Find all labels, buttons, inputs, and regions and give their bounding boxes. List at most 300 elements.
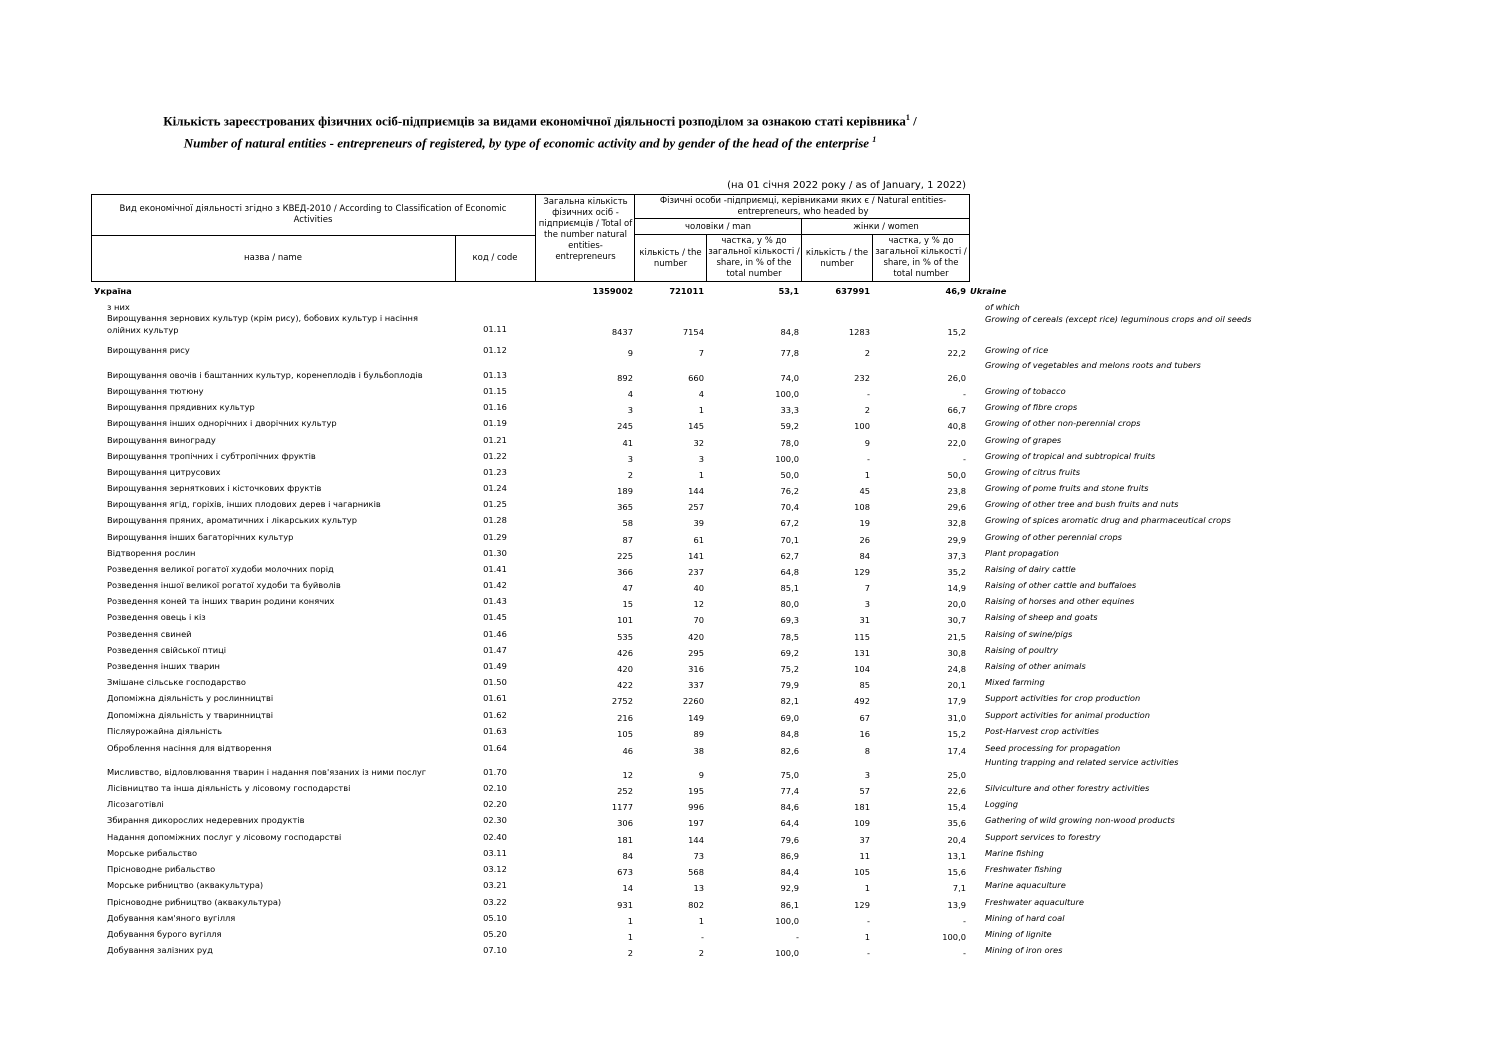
row-wp: 25,0 <box>947 770 966 780</box>
row-code: 01.62 <box>483 710 507 720</box>
row-code: 01.13 <box>483 370 507 380</box>
row-total: 47 <box>622 583 633 593</box>
row-mp: 77,4 <box>780 786 799 796</box>
row-m: 89 <box>693 729 704 739</box>
row-wp: 20,1 <box>947 680 966 690</box>
row-name-uk: Вирощування зерняткових і кісточкових фруктів <box>107 483 322 493</box>
row-mp: 84,6 <box>780 802 799 812</box>
row-code: 02.20 <box>483 799 507 809</box>
row-name-uk: Розведення свиней <box>107 629 192 639</box>
row-w: 26 <box>859 535 870 545</box>
row-m: 3 <box>698 454 704 464</box>
row-mp: 69,3 <box>780 615 799 625</box>
row-mp: 100,0 <box>775 389 799 399</box>
row-name-en: Growing of tobacco <box>985 386 1066 396</box>
row-wp: 15,4 <box>947 802 966 812</box>
row-name-uk: Допоміжна діяльність у рослинництві <box>107 693 274 703</box>
row-w: 3 <box>864 599 870 609</box>
row-name-uk: Прісноводне рибальство <box>107 864 216 874</box>
row-name-en: Growing of other tree and bush fruits and nuts <box>985 499 1179 509</box>
row-wp: 20,4 <box>947 835 966 845</box>
row-mp: 85,1 <box>780 583 799 593</box>
row-code: 01.43 <box>483 596 507 606</box>
row-m: 61 <box>693 535 704 545</box>
row-total: 105 <box>617 729 633 739</box>
row-wp: 21,5 <box>947 632 966 642</box>
row-code: 01.70 <box>483 767 507 777</box>
row-total: 15 <box>622 599 633 609</box>
row-w: 129 <box>854 567 870 577</box>
row-wp: 14,9 <box>947 583 966 593</box>
row-w: - <box>867 454 870 464</box>
row-total: 12 <box>622 770 633 780</box>
row-code: 05.20 <box>483 929 507 939</box>
row-w: 16 <box>859 729 870 739</box>
row-total: 306 <box>617 818 633 828</box>
row-name-uk: Післяурожайна діяльність <box>107 726 222 736</box>
row-name-en: Growing of cereals (except rice) leguminous crops and oil seeds <box>985 314 1252 324</box>
row-m: 39 <box>693 518 704 528</box>
row-total: 14 <box>622 883 633 893</box>
row-code: 02.40 <box>483 832 507 842</box>
row-name-uk: Лісівництво та інша діяльність у лісовому господарстві <box>107 783 351 793</box>
row-code: 01.61 <box>483 693 507 703</box>
row-m: 1 <box>698 470 704 480</box>
row-name-uk: Вирощування ягід, горіхів, інших плодових дерев і чагарників <box>107 499 381 509</box>
row-mp: 69,0 <box>780 713 799 723</box>
row-w: 2 <box>864 348 870 358</box>
row-name-uk: Розведення овець і кіз <box>107 612 206 622</box>
row-w: 57 <box>859 786 870 796</box>
row-m: 2260 <box>682 696 704 706</box>
row-total: 3 <box>627 454 633 464</box>
row-w: 104 <box>854 664 870 674</box>
row-w: 31 <box>859 615 870 625</box>
row-w: 8 <box>864 746 870 756</box>
row-wp: 22,2 <box>947 348 966 358</box>
row-name-en: Growing of vegetables and melons roots and tubers <box>985 360 1201 370</box>
row-total: 189 <box>617 486 633 496</box>
row-mp: 75,2 <box>780 664 799 674</box>
row-wp: 15,2 <box>947 327 966 337</box>
row-mp: 84,8 <box>780 327 799 337</box>
header-divider <box>535 194 536 282</box>
row-m: 40 <box>693 583 704 593</box>
row-code: 01.15 <box>483 386 507 396</box>
row-mp: 59,2 <box>780 421 799 431</box>
row-wp: - <box>963 454 966 464</box>
row-w: - <box>867 948 870 958</box>
row-wp: 50,0 <box>947 470 966 480</box>
as-of-date: (на 01 січня 2022 року / as of January, 1 2022) <box>727 180 966 191</box>
row-total: 8437 <box>611 327 633 337</box>
row-code: 01.49 <box>483 661 507 671</box>
row-wp: - <box>963 948 966 958</box>
row-name-uk: Вирощування винограду <box>107 435 216 445</box>
row-name-en: Growing of tropical and subtropical fruits <box>985 451 1156 461</box>
row-m: 9 <box>698 770 704 780</box>
row-code: 01.45 <box>483 612 507 622</box>
row-code: 03.12 <box>483 864 507 874</box>
row-m: 32 <box>693 438 704 448</box>
row-mp: 53,1 <box>778 286 799 296</box>
row-wp: 17,9 <box>947 696 966 706</box>
row-name-uk: Оброблення насіння для відтворення <box>107 743 272 753</box>
row-name-en: Raising of swine/pigs <box>985 629 1073 639</box>
row-name-en: Raising of other cattle and buffaloes <box>985 580 1137 590</box>
row-mp: 77,8 <box>780 348 799 358</box>
row-mp: 86,9 <box>780 851 799 861</box>
row-w: 100 <box>854 421 870 431</box>
row-code: 01.19 <box>483 418 507 428</box>
row-mp: 100,0 <box>775 916 799 926</box>
row-w: 19 <box>859 518 870 528</box>
row-w: 492 <box>854 696 870 706</box>
row-mp: 79,9 <box>780 680 799 690</box>
row-m: 1 <box>698 916 704 926</box>
row-w: 108 <box>854 502 870 512</box>
row-name-uk: Змішане сільське господарство <box>107 677 246 687</box>
row-wp: 100,0 <box>942 932 966 942</box>
row-name-en: Support services to forestry <box>985 832 1101 842</box>
row-total: 87 <box>622 535 633 545</box>
row-name-uk: Розведення інших тварин <box>107 661 220 671</box>
row-total: 673 <box>617 867 633 877</box>
row-name-en: Mining of lignite <box>985 929 1052 939</box>
row-w: 84 <box>859 551 870 561</box>
header-activity: Вид економічної діяльності згідно з КВЕД-2010 / According to Classification of Economic Activities <box>119 204 507 225</box>
row-w: 11 <box>859 851 870 861</box>
row-total: 931 <box>617 900 633 910</box>
row-name-uk: Збирання дикорослих недеревних продуктів <box>107 815 305 825</box>
row-w: 115 <box>854 632 870 642</box>
row-mp: 76,2 <box>780 486 799 496</box>
row-total: 58 <box>622 518 633 528</box>
row-w: 7 <box>864 583 870 593</box>
row-total: 1177 <box>611 802 633 812</box>
row-name-uk: Морське рибництво (аквакультура) <box>107 880 264 890</box>
row-total: 1 <box>627 916 633 926</box>
title-en <box>0 135 1060 151</box>
row-name-en: Plant propagation <box>985 548 1059 558</box>
row-total: 426 <box>617 648 633 658</box>
row-code: 01.25 <box>483 499 507 509</box>
title-uk-suffix: / <box>909 113 917 129</box>
row-name-en: Mining of hard coal <box>985 913 1065 923</box>
row-w: 109 <box>854 818 870 828</box>
row-code: 01.28 <box>483 515 507 525</box>
row-w: 1283 <box>848 327 870 337</box>
row-m: 141 <box>688 551 704 561</box>
row-name-uk: Розведення великої рогатої худоби молочних порід <box>107 564 334 574</box>
row-code: 01.21 <box>483 435 507 445</box>
row-wp: 30,8 <box>947 648 966 658</box>
row-mp: 70,1 <box>780 535 799 545</box>
row-total: 366 <box>617 567 633 577</box>
row-total: 181 <box>617 835 633 845</box>
row-total: 420 <box>617 664 633 674</box>
row-name-en: Freshwater aquaculture <box>985 897 1084 907</box>
row-code: 05.10 <box>483 913 507 923</box>
header-code: код / code <box>472 253 518 263</box>
row-code: 07.10 <box>483 945 507 955</box>
header-divider <box>634 218 970 219</box>
row-wp: 24,8 <box>947 664 966 674</box>
row-wp: 26,0 <box>947 373 966 383</box>
row-m: 70 <box>693 615 704 625</box>
row-name-en: Marine fishing <box>985 848 1044 858</box>
row-total: 2 <box>627 948 633 958</box>
row-w: - <box>867 916 870 926</box>
row-name-en: Silviculture and other forestry activities <box>985 783 1150 793</box>
row-total: 245 <box>617 421 633 431</box>
row-name-uk: Добування кам'яного вугілля <box>107 913 236 923</box>
header-men-share: частка, у % до загальної кількості / share, in % of the total number <box>708 236 800 279</box>
row-name-uk: Надання допоміжних послуг у лісовому господарстві <box>107 832 342 842</box>
row-name-uk: Вирощування інших однорічних і дворічних культур <box>107 418 337 428</box>
row-total: 892 <box>617 373 633 383</box>
row-mp: 82,6 <box>780 746 799 756</box>
row-name-en: Marine aquaculture <box>985 880 1066 890</box>
row-mp: 86,1 <box>780 900 799 910</box>
row-name-en: Mining of iron ores <box>985 945 1063 955</box>
row-mp: 78,0 <box>780 438 799 448</box>
row-m: 144 <box>688 835 704 845</box>
header-name: назва / name <box>244 253 302 263</box>
row-name-en: Growing of grapes <box>985 435 1062 445</box>
header-women-count: кількість / the number <box>805 248 869 269</box>
row-total: 1 <box>627 932 633 942</box>
row-name-uk: Добування залізних руд <box>107 945 213 955</box>
row-name-en: Growing of pome fruits and stone fruits <box>985 483 1149 493</box>
row-w: 2 <box>864 405 870 415</box>
row-total: 252 <box>617 786 633 796</box>
row-name-en: Seed processing for propagation <box>985 743 1121 753</box>
header-divider <box>634 234 970 235</box>
row-wp: 35,2 <box>947 567 966 577</box>
row-wp: 37,3 <box>947 551 966 561</box>
row-code: 03.21 <box>483 880 507 890</box>
row-name-uk: Україна <box>94 286 132 296</box>
row-name-uk: Розведення іншої великої рогатої худоби та буйволів <box>107 580 341 590</box>
row-m: 295 <box>688 648 704 658</box>
row-name-en: Hunting trapping and related service activities <box>985 757 1179 767</box>
row-m: 660 <box>688 373 704 383</box>
row-wp: 32,8 <box>947 518 966 528</box>
title-uk <box>0 113 1080 129</box>
row-name-en: Growing of fibre crops <box>985 402 1078 412</box>
row-total: 46 <box>622 746 633 756</box>
row-m: 197 <box>688 818 704 828</box>
row-name-uk: Розведення свійської птиці <box>107 645 227 655</box>
row-code: 01.29 <box>483 532 507 542</box>
row-mp: 100,0 <box>775 454 799 464</box>
row-mp: 75,0 <box>780 770 799 780</box>
row-wp: 66,7 <box>947 405 966 415</box>
row-m: 73 <box>693 851 704 861</box>
row-name-uk: Морське рибальство <box>107 848 198 858</box>
row-name-en: Growing of spices aromatic drug and pharmaceutical crops <box>985 515 1231 525</box>
row-name-uk: Лісозаготівлі <box>107 799 164 809</box>
row-m: 4 <box>698 389 704 399</box>
row-name-en: Freshwater fishing <box>985 864 1062 874</box>
row-total: 422 <box>617 680 633 690</box>
row-m: - <box>701 932 704 942</box>
row-mp: 92,9 <box>780 883 799 893</box>
row-code: 03.22 <box>483 897 507 907</box>
row-code: 01.63 <box>483 726 507 736</box>
row-name-uk: Розведення коней та інших тварин родини конячих <box>107 596 335 606</box>
row-m: 568 <box>688 867 704 877</box>
row-name-uk: Вирощування прядивних культур <box>107 402 255 412</box>
row-w: 1 <box>864 883 870 893</box>
row-mp: 84,4 <box>780 867 799 877</box>
row-w: - <box>867 389 870 399</box>
row-w: 131 <box>854 648 870 658</box>
header-headed: Фізичні особи -підприємці, керівниками яких є / Natural entities-entrepreneurs, who headed by <box>659 196 947 217</box>
row-mp: - <box>796 932 799 942</box>
row-m: 996 <box>688 802 704 812</box>
row-mp: 67,2 <box>780 518 799 528</box>
row-code: 02.30 <box>483 815 507 825</box>
row-code: 01.47 <box>483 645 507 655</box>
row-mp: 33,3 <box>780 405 799 415</box>
row-name-uk: Вирощування тютюну <box>107 386 204 396</box>
row-wp: 15,2 <box>947 729 966 739</box>
row-name-uk: Вирощування пряних, ароматичних і лікарських культур <box>107 515 357 525</box>
row-m: 802 <box>688 900 704 910</box>
row-w: 85 <box>859 680 870 690</box>
row-w: 1 <box>864 470 870 480</box>
row-m: 237 <box>688 567 704 577</box>
row-mp: 64,4 <box>780 818 799 828</box>
row-w: 181 <box>854 802 870 812</box>
row-m: 257 <box>688 502 704 512</box>
row-m: 144 <box>688 486 704 496</box>
row-code: 01.22 <box>483 451 507 461</box>
row-name-en: Support activities for crop production <box>985 693 1141 703</box>
row-wp: 13,1 <box>947 851 966 861</box>
row-name-en: of which <box>985 302 1020 312</box>
row-wp: 30,7 <box>947 615 966 625</box>
row-name-uk: Вирощування цитрусових <box>107 467 221 477</box>
row-wp: 40,8 <box>947 421 966 431</box>
row-m: 145 <box>688 421 704 431</box>
row-mp: 78,5 <box>780 632 799 642</box>
row-wp: 23,8 <box>947 486 966 496</box>
row-name-en: Raising of poultry <box>985 645 1059 655</box>
row-name-uk: з них <box>107 302 130 312</box>
row-wp: 22,6 <box>947 786 966 796</box>
row-wp: 20,0 <box>947 599 966 609</box>
row-total: 101 <box>617 615 633 625</box>
row-mp: 62,7 <box>780 551 799 561</box>
row-m: 195 <box>688 786 704 796</box>
header-total: Загальна кількість фізичних осіб - підприємців / Total of the number natural entities-entrepreneurs <box>538 197 633 262</box>
row-name-en: Mixed farming <box>985 677 1045 687</box>
row-mp: 79,6 <box>780 835 799 845</box>
row-total: 4 <box>627 389 633 399</box>
row-total: 2752 <box>611 696 633 706</box>
row-mp: 50,0 <box>780 470 799 480</box>
row-name-en: Raising of sheep and goats <box>985 612 1098 622</box>
row-wp: 7,1 <box>952 883 966 893</box>
row-name-uk: Вирощування рису <box>107 345 190 355</box>
row-mp: 74,0 <box>780 373 799 383</box>
row-m: 2 <box>698 948 704 958</box>
row-m: 337 <box>688 680 704 690</box>
header-women: жінки / women <box>853 222 919 232</box>
row-wp: 31,0 <box>947 713 966 723</box>
row-m: 721011 <box>669 286 704 296</box>
row-m: 420 <box>688 632 704 642</box>
title-uk-text: Кількість зареєстрованих фізичних осіб-підприємців за видами економічної діяльності розподілом за ознакою статі керівника <box>163 113 906 129</box>
row-code: 01.41 <box>483 564 507 574</box>
row-m: 7 <box>698 348 704 358</box>
row-w: 67 <box>859 713 870 723</box>
title-en-text: Number of natural entities - entrepreneurs of registered, by type of economic activity and by gender of the head of the enterprise <box>183 135 870 151</box>
row-total: 84 <box>622 851 633 861</box>
row-name-uk: Вирощування тропічних і субтропічних фруктів <box>107 451 316 461</box>
row-m: 149 <box>688 713 704 723</box>
row-code: 01.16 <box>483 402 507 412</box>
row-code: 01.46 <box>483 629 507 639</box>
row-total: 1359002 <box>592 286 633 296</box>
row-w: 105 <box>854 867 870 877</box>
row-name-uk: Вирощування інших багаторічних культур <box>107 532 294 542</box>
header-men-count: кількість / the number <box>639 248 702 269</box>
row-name-en: Raising of other animals <box>985 661 1086 671</box>
row-wp: - <box>963 389 966 399</box>
row-mp: 70,4 <box>780 502 799 512</box>
row-mp: 80,0 <box>780 599 799 609</box>
row-w: 637991 <box>835 286 870 296</box>
row-mp: 82,1 <box>780 696 799 706</box>
row-name-en: Post-Harvest crop activities <box>985 726 1099 736</box>
row-code: 01.42 <box>483 580 507 590</box>
footnote-mark: 1 <box>905 113 910 122</box>
row-code: 01.11 <box>483 324 507 334</box>
row-w: 1 <box>864 932 870 942</box>
row-total: 9 <box>627 348 633 358</box>
row-code: 01.30 <box>483 548 507 558</box>
header-women-share: частка, у % до загальної кількості / share, in % of the total number <box>875 236 967 279</box>
row-name-en: Growing of citrus fruits <box>985 467 1081 477</box>
row-name-en: Gathering of wild growing non-wood products <box>985 815 1175 825</box>
row-total: 225 <box>617 551 633 561</box>
row-m: 316 <box>688 664 704 674</box>
row-name-uk: Добування бурого вугілля <box>107 929 222 939</box>
row-name-uk: Прісноводне рибництво (аквакультура) <box>107 897 282 907</box>
row-name-en: Raising of dairy cattle <box>985 564 1076 574</box>
row-mp: 84,8 <box>780 729 799 739</box>
row-total: 41 <box>622 438 633 448</box>
row-name-en: Ukraine <box>970 286 1007 296</box>
row-m: 7154 <box>682 327 704 337</box>
row-code: 01.50 <box>483 677 507 687</box>
row-name-en: Support activities for animal production <box>985 710 1151 720</box>
row-wp: 35,6 <box>947 818 966 828</box>
row-name-en: Logging <box>985 799 1019 809</box>
row-name-en: Raising of horses and other equines <box>985 596 1135 606</box>
row-code: 02.10 <box>483 783 507 793</box>
row-mp: 100,0 <box>775 948 799 958</box>
row-code: 01.24 <box>483 483 507 493</box>
row-name-uk: Вирощування зернових культур (крім рису), бобових культур і насіння олійних культур <box>107 313 418 335</box>
row-total: 2 <box>627 470 633 480</box>
row-w: 45 <box>859 486 870 496</box>
row-name-uk: Вирощування овочів і баштанних культур, коренеплодів і бульбоплодів <box>107 370 423 380</box>
